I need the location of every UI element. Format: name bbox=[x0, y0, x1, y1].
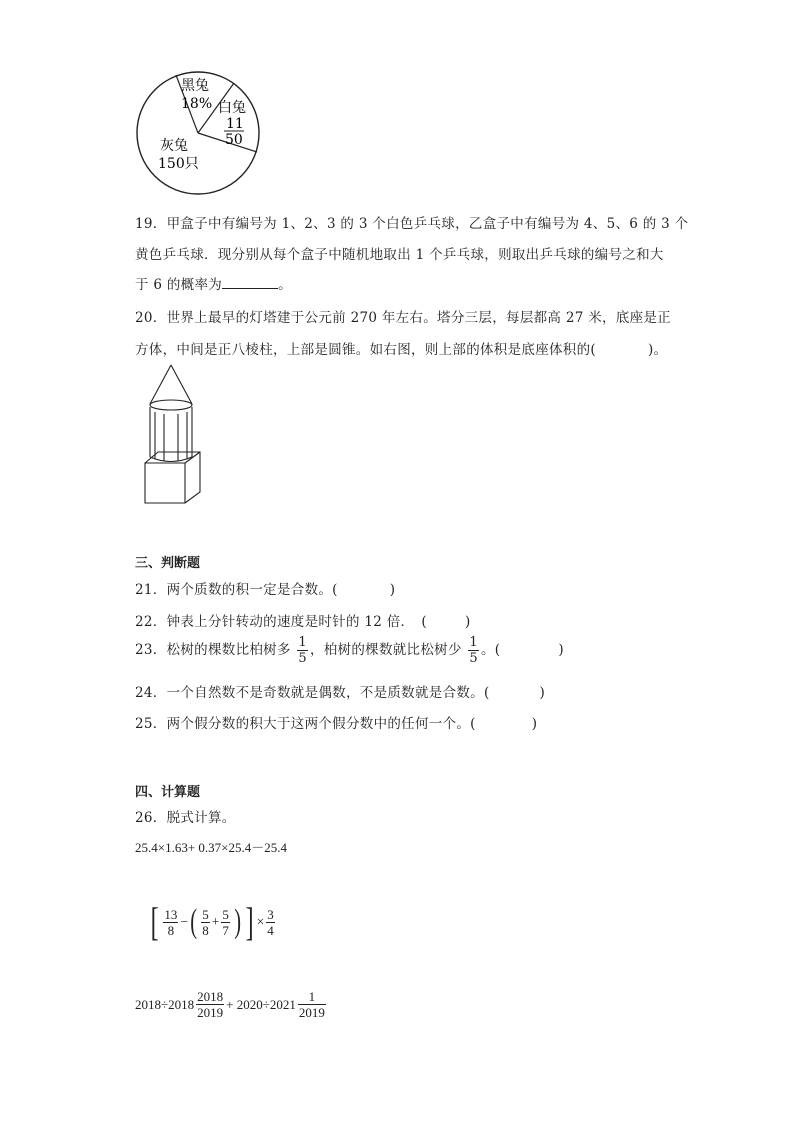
q23-text-c: 。( bbox=[480, 642, 501, 658]
pie-label-black: 黑兔 bbox=[181, 78, 209, 94]
q23-frac1-num: 1 bbox=[298, 635, 307, 650]
q21-close: ) bbox=[389, 582, 396, 598]
q19-answer-blank[interactable] bbox=[222, 276, 278, 289]
q20-line2-end: )。 bbox=[647, 342, 668, 358]
expr2-right-paren: ) bbox=[234, 903, 241, 940]
q21-text: 21．两个质数的积一定是合数。( bbox=[135, 582, 338, 598]
q23-text-a: 23．松树的棵数比柏树多 bbox=[135, 642, 291, 658]
q22-text: 22．钟表上分针转动的速度是时针的 12 倍． ( bbox=[135, 614, 427, 630]
rabbit-pie-chart bbox=[132, 70, 266, 196]
lighthouse-figure bbox=[140, 362, 210, 506]
q23-close: ) bbox=[558, 642, 564, 658]
expr2-times: × bbox=[256, 914, 265, 929]
expr2-plus: + bbox=[211, 914, 220, 929]
expr3-frac-2018-2019 bbox=[196, 990, 224, 1019]
q20-line1: 20．世界上最早的灯塔建于公元前 270 年左右。塔分三层，每层都高 27 米，底座是正 bbox=[135, 310, 671, 326]
expr3-f2-num: 1 bbox=[298, 990, 326, 1005]
expr2-f3-num: 5 bbox=[222, 906, 229, 922]
expr2-frac-5-8 bbox=[201, 908, 210, 937]
q20-line2-text: 方体，中间是正八棱柱，上部是圆锥。如右图，则上部的体积是底座体积的( bbox=[135, 342, 596, 358]
pie-white-num: 11 bbox=[226, 116, 244, 132]
expr3-f1-den: 2019 bbox=[197, 1005, 224, 1020]
expr2-frac-5-7 bbox=[221, 908, 230, 937]
q20-line2 bbox=[135, 338, 667, 358]
pie-label-gray: 灰兔 bbox=[160, 138, 188, 154]
q24 bbox=[135, 681, 545, 701]
q23-frac2-den: 5 bbox=[469, 651, 478, 666]
pie-white-den: 50 bbox=[225, 132, 243, 148]
expr2-left-bracket: [ bbox=[150, 899, 159, 944]
expr2-frac-13-8 bbox=[163, 908, 178, 937]
expr3-f1-num: 2018 bbox=[197, 989, 224, 1004]
q23-frac1-den: 5 bbox=[298, 651, 307, 666]
q23-frac2-num: 1 bbox=[469, 635, 478, 650]
expr2-frac-3-4 bbox=[266, 908, 275, 937]
expr2-f2-den: 8 bbox=[202, 922, 209, 938]
pie-value-black: 18% bbox=[181, 96, 213, 112]
q23-fraction-2 bbox=[468, 636, 479, 665]
q22-close: ) bbox=[464, 614, 471, 630]
cone-base-ellipse bbox=[150, 400, 192, 410]
q19-line3-text: 于 6 的概率为 bbox=[135, 277, 223, 293]
q19-line1: 19．甲盒子中有编号为 1、2、3 的 3 个白色乒乓球，乙盒子中有编号为 4、5、6 的 3 个 bbox=[135, 216, 689, 232]
q25 bbox=[135, 712, 537, 732]
expr2-f4-den: 4 bbox=[267, 922, 274, 938]
q24-text: 24．一个自然数不是奇数就是偶数，不是质数就是合数。( bbox=[135, 685, 490, 701]
expr2-f4-num: 3 bbox=[267, 906, 274, 922]
expr2-left-paren: ( bbox=[190, 903, 198, 940]
pie-label-white: 白兔 bbox=[218, 100, 246, 116]
section3-title: 三、判断题 bbox=[135, 556, 201, 571]
q23-fraction-1 bbox=[297, 636, 308, 665]
q24-close: ) bbox=[539, 685, 546, 701]
q26: 26．脱式计算。 bbox=[135, 810, 236, 826]
expr2-f1-den: 8 bbox=[167, 922, 175, 938]
q19-line3-end: 。 bbox=[278, 277, 292, 293]
expr3-part-a: 2018÷2018 bbox=[135, 996, 195, 1012]
expr3-part-b: + 2020÷2021 bbox=[226, 996, 296, 1012]
expr2-minus: − bbox=[180, 914, 188, 929]
q25-text: 25．两个假分数的积大于这两个假分数中的任何一个。( bbox=[135, 716, 476, 732]
q23 bbox=[135, 636, 564, 665]
expr2 bbox=[148, 899, 277, 944]
expr2-f1-num: 13 bbox=[164, 906, 178, 922]
q21 bbox=[135, 578, 395, 598]
q25-close: ) bbox=[531, 716, 538, 732]
expr3-frac-1-2019 bbox=[298, 990, 326, 1019]
expr1: 25.4×1.63+ 0.37×25.4－25.4 bbox=[135, 840, 287, 855]
cube-base bbox=[145, 452, 200, 503]
expr3-f2-den: 2019 bbox=[298, 1005, 325, 1020]
q19-line2: 黄色乒乓球．现分别从每个盒子中随机地取出 1 个乒乓球，则取出乒乓球的编号之和大 bbox=[135, 247, 664, 263]
expr3 bbox=[135, 990, 328, 1019]
cone-shape bbox=[150, 365, 192, 404]
q23-text-b: ，柏树的棵数就比松树少 bbox=[309, 642, 462, 658]
section4-title: 四、计算题 bbox=[135, 785, 201, 800]
expr2-f2-num: 5 bbox=[202, 906, 209, 922]
q19-line3 bbox=[135, 273, 292, 293]
expr2-right-bracket: ] bbox=[245, 899, 254, 944]
q22 bbox=[135, 610, 471, 630]
pie-value-gray: 150只 bbox=[158, 156, 199, 172]
expr2-f3-den: 7 bbox=[222, 922, 229, 938]
